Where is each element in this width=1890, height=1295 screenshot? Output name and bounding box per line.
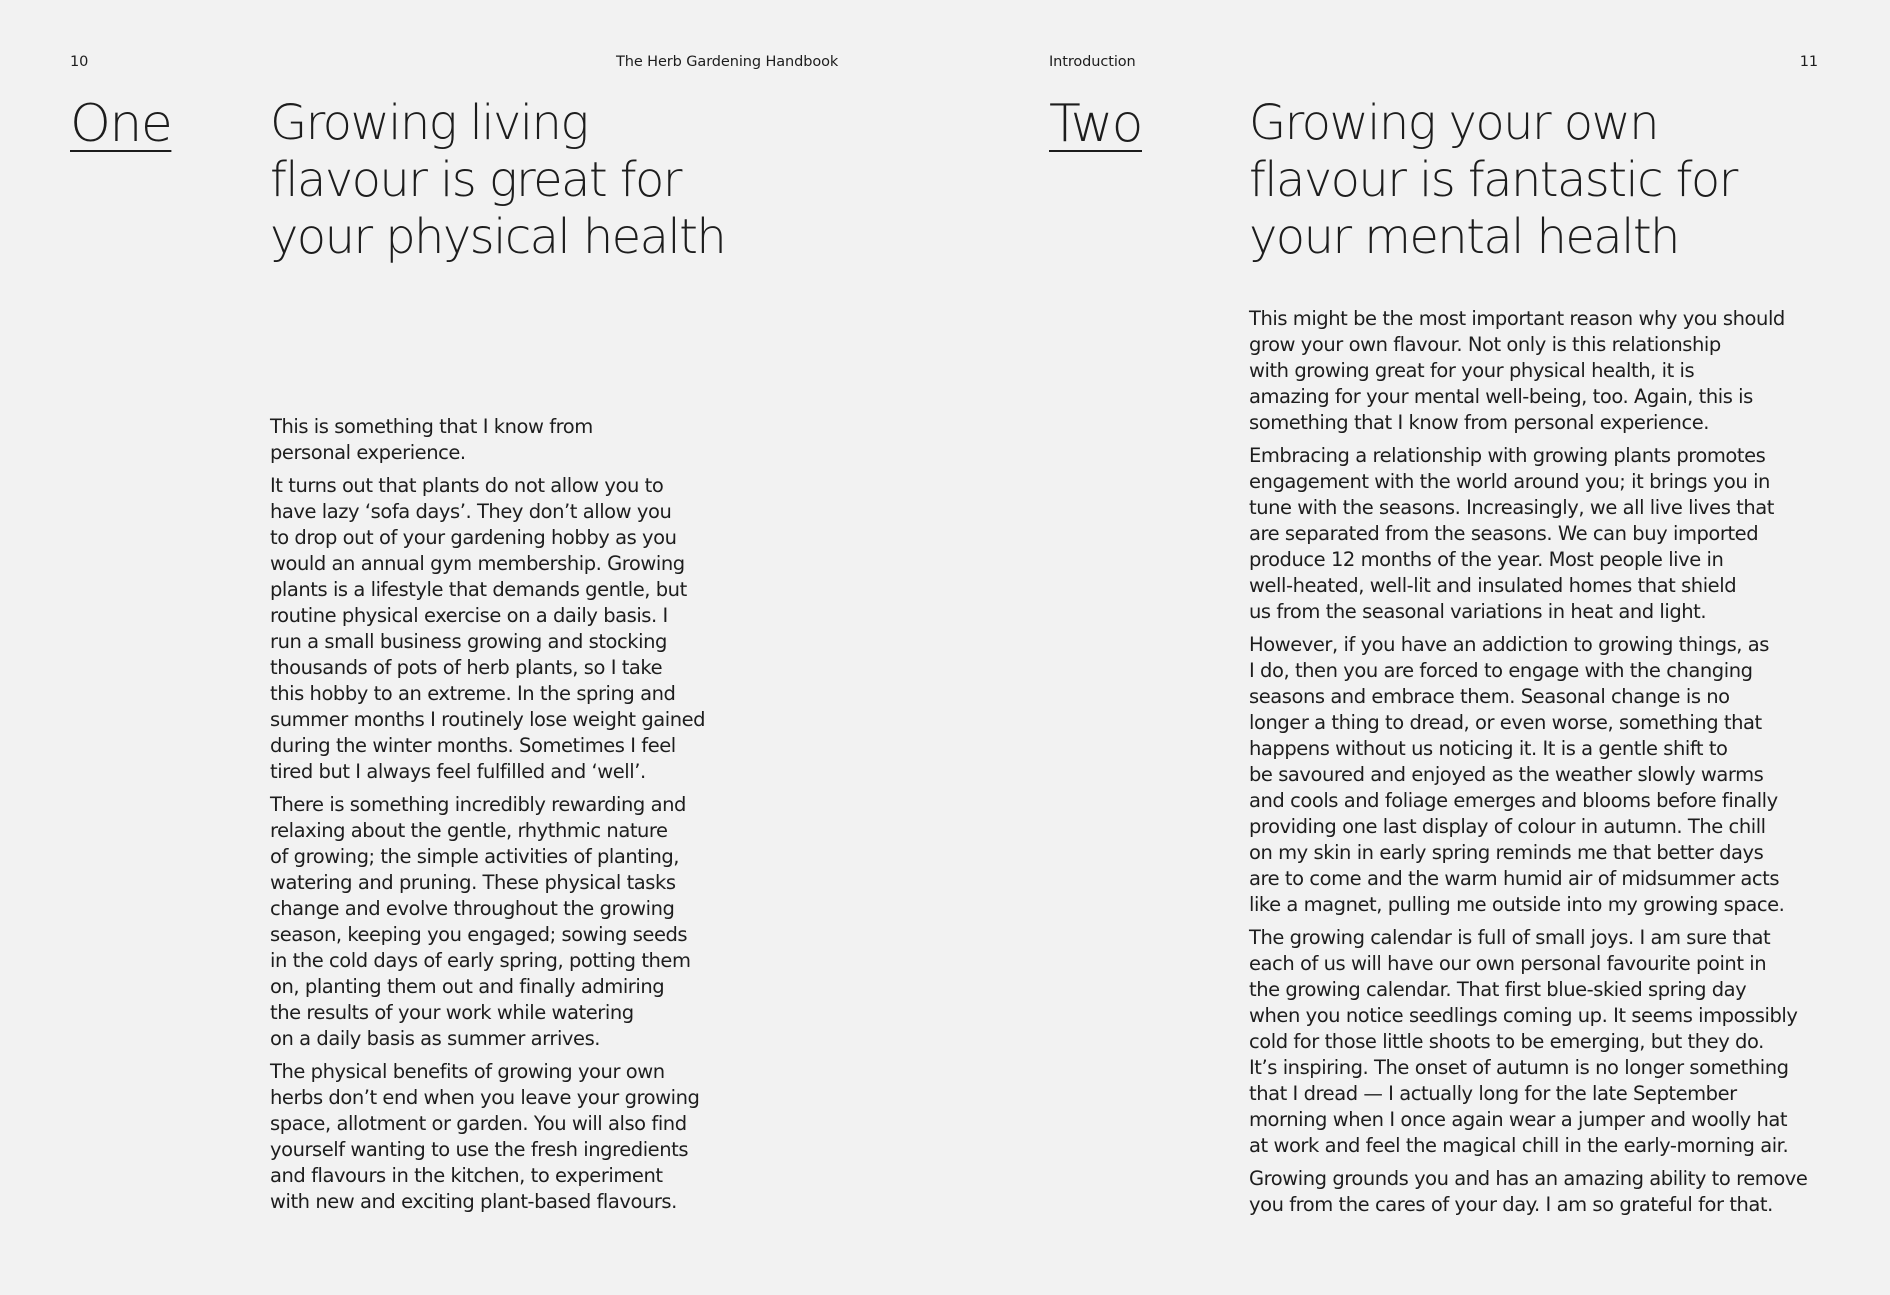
text-line: run a small business growing and stocking [270,630,667,653]
paragraph [1249,925,1807,1159]
text-line: like a magnet, pulling me outside into my growing space. [1249,893,1785,916]
text-line: change and evolve throughout the growing [270,897,675,920]
text-line: Embracing a relationship with growing plants promotes [1249,444,1766,467]
text-line: the growing calendar. That first blue-skied spring day [1249,978,1747,1001]
text-line: you from the cares of your day. I am so grateful for that. [1249,1193,1773,1216]
text-line: well-heated, well-lit and insulated homes that shield [1249,574,1737,597]
text-line: This is something that I know from [270,415,593,438]
text-line: something that I know from personal experience. [1249,411,1710,434]
text-line: cold for those little shoots to be emerging, but they do. [1249,1030,1764,1053]
text-line: happens without us noticing it. It is a gentle shift to [1249,737,1728,760]
text-line: thousands of pots of herb plants, so I take [270,656,663,679]
text-line: However, if you have an addiction to growing things, as [1249,633,1769,656]
text-line: longer a thing to dread, or even worse, something that [1249,711,1762,734]
text-line: personal experience. [270,441,466,464]
text-line: watering and pruning. These physical tasks [270,871,676,894]
text-line: I do, then you are forced to engage with the changing [1249,659,1753,682]
text-line: produce 12 months of the year. Most people live in [1249,548,1724,571]
text-line: morning when I once again wear a jumper and woolly hat [1249,1108,1788,1131]
text-line: us from the seasonal variations in heat and light. [1249,600,1707,623]
page-number: 10 [70,54,89,70]
chapter-label: Two [1049,94,1142,154]
text-line: when you notice seedlings coming up. It seems impossibly [1249,1004,1798,1027]
text-line: grow your own flavour. Not only is this relationship [1249,333,1721,356]
text-line: at work and feel the magical chill in the early-morning air. [1249,1134,1789,1157]
text-line: on a daily basis as summer arrives. [270,1027,601,1050]
paragraph [1249,443,1807,625]
text-line: are separated from the seasons. We can buy imported [1249,522,1759,545]
text-line: yourself wanting to use the fresh ingredients [270,1138,689,1161]
chapter-heading [270,95,725,266]
text-line: with growing great for your physical health, it is [1249,359,1695,382]
heading-line: Growing living [270,95,588,151]
text-line: on, planting them out and finally admiring [270,975,665,998]
chapter-heading [1249,95,1737,266]
text-line: of growing; the simple activities of planting, [270,845,680,868]
paragraph [1249,306,1807,436]
book-title: The Herb Gardening Handbook [616,54,839,70]
paragraph [270,792,705,1052]
text-line: It’s inspiring. The onset of autumn is no longer something [1249,1056,1789,1079]
text-line: are to come and the warm humid air of midsummer acts [1249,867,1780,890]
text-line: on my skin in early spring reminds me that better days [1249,841,1764,864]
text-line: with new and exciting plant-based flavours. [270,1190,677,1213]
text-line: amazing for your mental well-being, too. Again, this is [1249,385,1753,408]
text-line: engagement with the world around you; it brings you in [1249,470,1770,493]
right-page [945,0,1890,1295]
text-line: routine physical exercise on a daily basis. I [270,604,668,627]
paragraph [270,1059,705,1215]
text-line: each of us will have our own personal favourite point in [1249,952,1767,975]
text-line: plants is a lifestyle that demands gentle, but [270,578,687,601]
text-line: have lazy ‘sofa days’. They don’t allow you [270,500,672,523]
text-line: The growing calendar is full of small joys. I am sure that [1249,926,1771,949]
paragraph [1249,632,1807,918]
text-line: There is something incredibly rewarding and [270,793,686,816]
text-line: this hobby to an extreme. In the spring and [270,682,676,705]
text-line: be savoured and enjoyed as the weather slowly warms [1249,763,1764,786]
text-line: tune with the seasons. Increasingly, we all live lives that [1249,496,1774,519]
text-line: herbs don’t end when you leave your growing [270,1086,700,1109]
text-line: that I dread — I actually long for the late September [1249,1082,1737,1105]
text-line: relaxing about the gentle, rhythmic nature [270,819,668,842]
text-line: in the cold days of early spring, potting them [270,949,691,972]
chapter-label: One [70,94,172,154]
heading-line: flavour is fantastic for [1249,152,1737,208]
text-line: This might be the most important reason why you should [1249,307,1785,330]
text-line: providing one last display of colour in autumn. The chill [1249,815,1766,838]
text-line: tired but I always feel fulfilled and ‘well’. [270,760,646,783]
page-number: 11 [1799,54,1818,70]
text-line: summer months I routinely lose weight gained [270,708,706,731]
heading-line: your physical health [270,209,726,265]
text-line: would an annual gym membership. Growing [270,552,685,575]
paragraph [270,414,705,466]
text-line: seasons and embrace them. Seasonal change is no [1249,685,1730,708]
paragraph [1249,1166,1807,1218]
text-line: the results of your work while watering [270,1001,634,1024]
text-line: and flavours in the kitchen, to experiment [270,1164,663,1187]
text-line: season, keeping you engaged; sowing seeds [270,923,688,946]
heading-line: flavour is great for [270,152,681,208]
text-line: during the winter months. Sometimes I feel [270,734,676,757]
text-line: and cools and foliage emerges and blooms before finally [1249,789,1778,812]
heading-line: your mental health [1249,209,1679,265]
text-line: space, allotment or garden. You will also find [270,1112,687,1135]
heading-line: Growing your own [1249,95,1658,151]
text-line: to drop out of your gardening hobby as you [270,526,677,549]
text-line: Growing grounds you and has an amazing ability to remove [1249,1167,1808,1190]
body-text [270,414,705,1222]
body-text [1249,306,1807,1225]
text-line: It turns out that plants do not allow you to [270,474,664,497]
section-title: Introduction [1049,54,1136,70]
paragraph [270,473,705,785]
text-line: The physical benefits of growing your own [270,1060,665,1083]
